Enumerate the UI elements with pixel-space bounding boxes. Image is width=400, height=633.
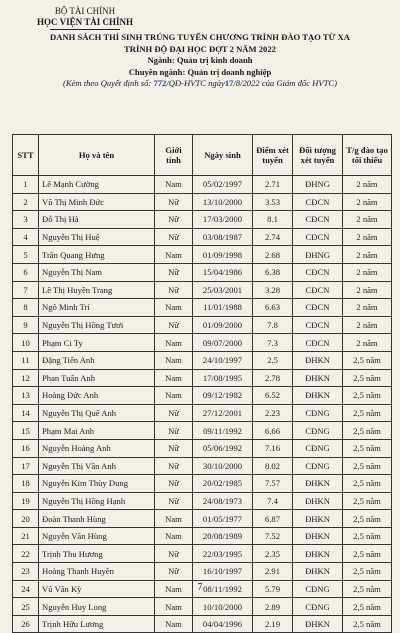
cell-duration: 2 năm bbox=[343, 263, 392, 281]
table-header-row bbox=[13, 135, 392, 176]
cell-category: CĐCN bbox=[293, 228, 343, 246]
cell-score: 6.87 bbox=[253, 510, 293, 528]
cell-name: Nguyễn Thị Hồng Tươi bbox=[39, 316, 155, 334]
cell-stt: 19 bbox=[13, 492, 39, 510]
cell-name: Phan Tuấn Anh bbox=[39, 369, 155, 387]
cell-score: 2.23 bbox=[253, 404, 293, 422]
cell-score: 7.16 bbox=[253, 439, 293, 457]
cell-score: 2.91 bbox=[253, 563, 293, 581]
cell-dob: 01/09/2000 bbox=[193, 316, 253, 334]
table-row bbox=[13, 176, 392, 194]
cell-duration: 2,5 năm bbox=[343, 492, 392, 510]
table-row bbox=[13, 228, 392, 246]
cell-stt: 21 bbox=[13, 527, 39, 545]
table-row bbox=[13, 211, 392, 229]
cell-dob: 08/11/1992 bbox=[193, 580, 253, 598]
cell-stt: 20 bbox=[13, 510, 39, 528]
cell-gender: Nữ bbox=[155, 422, 193, 440]
cell-dob: 13/10/2000 bbox=[193, 193, 253, 211]
cell-name: Nguyễn Huy Long bbox=[39, 598, 155, 616]
cell-category: ĐHKN bbox=[293, 387, 343, 405]
cell-duration: 2,5 năm bbox=[343, 457, 392, 475]
page-number: 7 bbox=[197, 582, 203, 593]
cell-name: Nguyễn Văn Hùng bbox=[39, 527, 155, 545]
cell-dob: 03/08/1987 bbox=[193, 228, 253, 246]
cell-gender: Nữ bbox=[155, 211, 193, 229]
header-gender: Giới tính bbox=[155, 135, 193, 176]
table-row bbox=[13, 457, 392, 475]
table-row bbox=[13, 563, 392, 581]
cell-name: Đoàn Thanh Hùng bbox=[39, 510, 155, 528]
cell-name: Trần Quang Hưng bbox=[39, 246, 155, 264]
header-dob: Ngày sinh bbox=[193, 135, 253, 176]
table-row bbox=[13, 193, 392, 211]
cell-gender: Nữ bbox=[155, 316, 193, 334]
cell-gender: Nữ bbox=[155, 563, 193, 581]
cell-name: Hoàng Thanh Huyền bbox=[39, 563, 155, 581]
cell-dob: 05/02/1997 bbox=[193, 176, 253, 194]
cell-score: 6.63 bbox=[253, 299, 293, 317]
cell-stt: 8 bbox=[13, 299, 39, 317]
cell-dob: 25/03/2001 bbox=[193, 281, 253, 299]
cell-duration: 2 năm bbox=[343, 228, 392, 246]
decision-note bbox=[0, 78, 400, 90]
cell-gender: Nữ bbox=[155, 404, 193, 422]
cell-name: Vũ Văn Kỳ bbox=[39, 580, 155, 598]
cell-name: Đỗ Thị Hà bbox=[39, 211, 155, 229]
cell-stt: 1 bbox=[13, 176, 39, 194]
cell-gender: Nữ bbox=[155, 457, 193, 475]
cell-dob: 27/12/2001 bbox=[193, 404, 253, 422]
cell-name: Lê Mạnh Cường bbox=[39, 176, 155, 194]
cell-category: ĐHKN bbox=[293, 351, 343, 369]
cell-stt: 24 bbox=[13, 580, 39, 598]
cell-score: 7.3 bbox=[253, 334, 293, 352]
table-row bbox=[13, 281, 392, 299]
cell-dob: 01/05/1977 bbox=[193, 510, 253, 528]
cell-stt: 14 bbox=[13, 404, 39, 422]
cell-duration: 2,5 năm bbox=[343, 527, 392, 545]
cell-dob: 04/04/1996 bbox=[193, 615, 253, 633]
cell-score: 6.66 bbox=[253, 422, 293, 440]
cell-stt: 15 bbox=[13, 422, 39, 440]
cell-stt: 5 bbox=[13, 246, 39, 264]
academy-name: HỌC VIỆN TÀI CHÍNH bbox=[37, 17, 133, 27]
table-row bbox=[13, 475, 392, 493]
header-category: Đối tượng xét tuyển bbox=[293, 135, 343, 176]
cell-gender: Nữ bbox=[155, 475, 193, 493]
cell-duration: 2,5 năm bbox=[343, 351, 392, 369]
cell-dob: 09/12/1982 bbox=[193, 387, 253, 405]
cell-category: CĐCN bbox=[293, 211, 343, 229]
cell-duration: 2,5 năm bbox=[343, 598, 392, 616]
cell-stt: 17 bbox=[13, 457, 39, 475]
cell-category: CĐNG bbox=[293, 457, 343, 475]
cell-name: Nguyễn Thị Huệ bbox=[39, 228, 155, 246]
table-row bbox=[13, 263, 392, 281]
cell-category: ĐHKN bbox=[293, 510, 343, 528]
cell-name: Nguyễn Hoàng Anh bbox=[39, 439, 155, 457]
cell-score: 2.74 bbox=[253, 228, 293, 246]
cell-name: Nguyễn Thị Hồng Hạnh bbox=[39, 492, 155, 510]
cell-category: ĐHKN bbox=[293, 563, 343, 581]
cell-name: Đặng Tiến Anh bbox=[39, 351, 155, 369]
org-underline bbox=[50, 29, 120, 30]
cell-category: ĐHKN bbox=[293, 369, 343, 387]
decision-note-post: /8/2022 của Giám đốc HVTC) bbox=[233, 78, 338, 89]
cell-duration: 2,5 năm bbox=[343, 369, 392, 387]
cell-name: Ngô Minh Trí bbox=[39, 299, 155, 317]
cell-category: CĐNG bbox=[293, 598, 343, 616]
cell-gender: Nam bbox=[155, 615, 193, 633]
header-stt: STT bbox=[13, 135, 39, 176]
cell-category: CĐNG bbox=[293, 404, 343, 422]
cell-duration: 2,5 năm bbox=[343, 580, 392, 598]
cell-stt: 11 bbox=[13, 351, 39, 369]
cell-category: ĐHKN bbox=[293, 527, 343, 545]
ministry-name: BỘ TÀI CHÍNH bbox=[54, 6, 116, 16]
cell-category: ĐHKN bbox=[293, 615, 343, 633]
cell-score: 2.19 bbox=[253, 615, 293, 633]
cell-duration: 2,5 năm bbox=[343, 422, 392, 440]
cell-category: ĐHNG bbox=[293, 176, 343, 194]
cell-score: 2.71 bbox=[253, 176, 293, 194]
cell-stt: 12 bbox=[13, 369, 39, 387]
cell-dob: 05/06/1992 bbox=[193, 439, 253, 457]
cell-dob: 11/01/1988 bbox=[193, 299, 253, 317]
cell-duration: 2,5 năm bbox=[343, 510, 392, 528]
cell-dob: 15/04/1986 bbox=[193, 263, 253, 281]
cell-stt: 26 bbox=[13, 615, 39, 633]
cell-dob: 17/08/1995 bbox=[193, 369, 253, 387]
cell-dob: 10/10/2000 bbox=[193, 598, 253, 616]
cell-duration: 2 năm bbox=[343, 316, 392, 334]
table-row bbox=[13, 615, 392, 633]
table-row bbox=[13, 598, 392, 616]
cell-score: 3.53 bbox=[253, 193, 293, 211]
cell-duration: 2,5 năm bbox=[343, 615, 392, 633]
cell-stt: 9 bbox=[13, 316, 39, 334]
cell-score: 8.1 bbox=[253, 211, 293, 229]
cell-name: Nguyễn Thị Vân Anh bbox=[39, 457, 155, 475]
specialization-line: Chuyên ngành: Quản trị doanh nghiệp bbox=[128, 66, 272, 77]
cell-duration: 2 năm bbox=[343, 211, 392, 229]
cell-duration: 2 năm bbox=[343, 334, 392, 352]
cell-category: CĐCN bbox=[293, 281, 343, 299]
cell-duration: 2 năm bbox=[343, 246, 392, 264]
cell-gender: Nam bbox=[155, 176, 193, 194]
cell-gender: Nam bbox=[155, 598, 193, 616]
cell-score: 8.02 bbox=[253, 457, 293, 475]
cell-stt: 25 bbox=[13, 598, 39, 616]
table-row bbox=[13, 545, 392, 563]
table-row bbox=[13, 316, 392, 334]
table-row bbox=[13, 439, 392, 457]
cell-gender: Nam bbox=[155, 246, 193, 264]
table-row bbox=[13, 351, 392, 369]
cell-score: 7.8 bbox=[253, 316, 293, 334]
cell-stt: 22 bbox=[13, 545, 39, 563]
cell-gender: Nam bbox=[155, 510, 193, 528]
table-row bbox=[13, 422, 392, 440]
table-row bbox=[13, 299, 392, 317]
cell-stt: 16 bbox=[13, 439, 39, 457]
cell-gender: Nữ bbox=[155, 492, 193, 510]
table-row bbox=[13, 492, 392, 510]
cell-category: CĐCN bbox=[293, 263, 343, 281]
cell-duration: 2 năm bbox=[343, 281, 392, 299]
cell-category: CĐCN bbox=[293, 299, 343, 317]
cell-gender: Nữ bbox=[155, 228, 193, 246]
cell-score: 2.35 bbox=[253, 545, 293, 563]
cell-name: Vũ Thị Minh Đức bbox=[39, 193, 155, 211]
cell-dob: 22/03/1995 bbox=[193, 545, 253, 563]
title-line-1: DANH SÁCH THÍ SINH TRÚNG TUYỂN CHƯƠNG TRÌNH ĐÀO TẠO TỪ XA bbox=[50, 32, 350, 42]
cell-score: 6.38 bbox=[253, 263, 293, 281]
cell-category: CĐCN bbox=[293, 316, 343, 334]
table-row bbox=[13, 246, 392, 264]
cell-category: CĐNG bbox=[293, 422, 343, 440]
cell-gender: Nữ bbox=[155, 281, 193, 299]
cell-gender: Nam bbox=[155, 351, 193, 369]
cell-score: 5.79 bbox=[253, 580, 293, 598]
cell-score: 7.57 bbox=[253, 475, 293, 493]
decision-number-handwritten: 772 bbox=[153, 78, 167, 89]
cell-gender: Nam bbox=[155, 387, 193, 405]
cell-category: ĐHKN bbox=[293, 545, 343, 563]
cell-stt: 4 bbox=[13, 228, 39, 246]
cell-name: Lê Thị Huyền Trang bbox=[39, 281, 155, 299]
cell-stt: 3 bbox=[13, 211, 39, 229]
cell-name: Nguyễn Thị Nam bbox=[39, 263, 155, 281]
cell-category: CĐNG bbox=[293, 439, 343, 457]
cell-duration: 2 năm bbox=[343, 193, 392, 211]
cell-dob: 09/11/1992 bbox=[193, 422, 253, 440]
cell-category: ĐHKN bbox=[293, 475, 343, 493]
cell-dob: 17/03/2000 bbox=[193, 211, 253, 229]
cell-category: CĐNG bbox=[293, 580, 343, 598]
cell-gender: Nữ bbox=[155, 439, 193, 457]
decision-note-pre: (Kèm theo Quyết định số: bbox=[62, 78, 152, 89]
cell-stt: 13 bbox=[13, 387, 39, 405]
table-row bbox=[13, 334, 392, 352]
cell-score: 7.52 bbox=[253, 527, 293, 545]
cell-stt: 23 bbox=[13, 563, 39, 581]
cell-duration: 2,5 năm bbox=[343, 545, 392, 563]
cell-name: Nguyễn Kim Thùy Dung bbox=[39, 475, 155, 493]
cell-dob: 16/10/1997 bbox=[193, 563, 253, 581]
table-row bbox=[13, 387, 392, 405]
cell-dob: 20/02/1985 bbox=[193, 475, 253, 493]
cell-score: 7.4 bbox=[253, 492, 293, 510]
decision-day-handwritten: 17 bbox=[224, 78, 234, 89]
cell-stt: 18 bbox=[13, 475, 39, 493]
cell-category: CĐCN bbox=[293, 334, 343, 352]
cell-stt: 7 bbox=[13, 281, 39, 299]
cell-gender: Nam bbox=[155, 527, 193, 545]
cell-dob: 24/10/1997 bbox=[193, 351, 253, 369]
cell-duration: 2 năm bbox=[343, 176, 392, 194]
cell-score: 6.52 bbox=[253, 387, 293, 405]
table-row bbox=[13, 369, 392, 387]
header-score: Điểm xét tuyển bbox=[253, 135, 293, 176]
cell-dob: 30/10/2000 bbox=[193, 457, 253, 475]
table-body bbox=[13, 176, 392, 633]
cell-category: ĐHNG bbox=[293, 246, 343, 264]
decision-note-mid: /QĐ-HVTC ngày bbox=[166, 78, 225, 89]
cell-dob: 20/08/1989 bbox=[193, 527, 253, 545]
cell-category: ĐHKN bbox=[293, 492, 343, 510]
cell-score: 3.28 bbox=[253, 281, 293, 299]
cell-name: Phạm Ci Ty bbox=[39, 334, 155, 352]
cell-score: 2.5 bbox=[253, 351, 293, 369]
table-row bbox=[13, 510, 392, 528]
cell-score: 2.89 bbox=[253, 598, 293, 616]
cell-category: CĐCN bbox=[293, 193, 343, 211]
cell-dob: 09/07/2000 bbox=[193, 334, 253, 352]
admission-table bbox=[12, 134, 392, 633]
cell-duration: 2,5 năm bbox=[343, 475, 392, 493]
cell-duration: 2 năm bbox=[343, 299, 392, 317]
cell-name: Hoàng Đức Anh bbox=[39, 387, 155, 405]
header-duration: T/g đào tạo tối thiểu bbox=[343, 135, 392, 176]
cell-stt: 2 bbox=[13, 193, 39, 211]
cell-name: Trịnh Thu Hương bbox=[39, 545, 155, 563]
cell-gender: Nữ bbox=[155, 263, 193, 281]
title-line-2: TRÌNH ĐỘ ĐẠI HỌC ĐỢT 2 NĂM 2022 bbox=[124, 43, 276, 54]
cell-dob: 01/09/1998 bbox=[193, 246, 253, 264]
cell-name: Trịnh Hữu Lương bbox=[39, 615, 155, 633]
cell-gender: Nữ bbox=[155, 545, 193, 563]
cell-score: 2.68 bbox=[253, 246, 293, 264]
header-name: Họ và tên bbox=[39, 135, 155, 176]
issuing-organization bbox=[30, 6, 140, 30]
cell-name: Nguyễn Thị Quế Anh bbox=[39, 404, 155, 422]
cell-name: Phạm Mai Anh bbox=[39, 422, 155, 440]
cell-dob: 24/08/1973 bbox=[193, 492, 253, 510]
cell-gender: Nữ bbox=[155, 193, 193, 211]
cell-stt: 6 bbox=[13, 263, 39, 281]
cell-gender: Nam bbox=[155, 580, 193, 598]
cell-duration: 2,5 năm bbox=[343, 563, 392, 581]
cell-gender: Nam bbox=[155, 334, 193, 352]
cell-gender: Nam bbox=[155, 369, 193, 387]
cell-gender: Nam bbox=[155, 299, 193, 317]
cell-score: 2.78 bbox=[253, 369, 293, 387]
table-row bbox=[13, 404, 392, 422]
cell-duration: 2,5 năm bbox=[343, 404, 392, 422]
table-row bbox=[13, 527, 392, 545]
major-line: Ngành: Quản trị kinh doanh bbox=[147, 55, 253, 66]
cell-stt: 10 bbox=[13, 334, 39, 352]
cell-duration: 2,5 năm bbox=[343, 387, 392, 405]
document-titles bbox=[0, 32, 400, 90]
cell-duration: 2,5 năm bbox=[343, 439, 392, 457]
